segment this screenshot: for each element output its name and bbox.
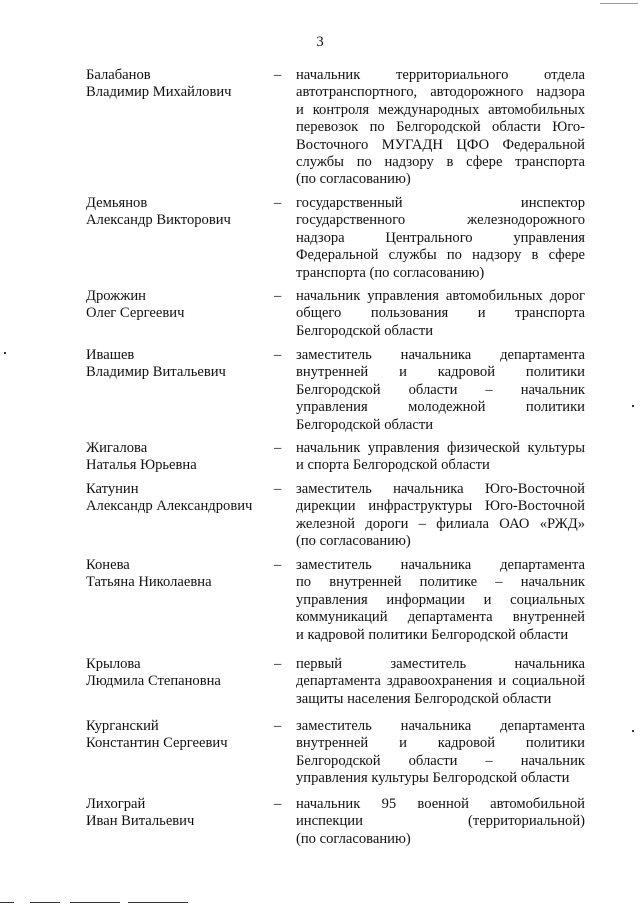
position-line: внутренней и кадровой политики [296,364,585,381]
dash-separator: – [274,288,282,304]
member-surname: Ивашев [86,347,135,363]
dash-separator: – [274,557,282,573]
position-line: защиты населения Белгородской области [296,690,552,707]
scan-artifact-dot [632,730,634,732]
member-surname: Демьянов [86,195,148,211]
member-position [296,557,585,644]
position-line: заместитель начальника департамента [296,557,585,573]
position-line: Федеральной службы по надзору в сфере [296,247,585,264]
member-position [296,440,585,475]
position-line: дирекции инфраструктуры Юго-Восточной [296,498,585,515]
position-line: управления молодежной политики [296,399,585,416]
position-line: начальник управления физической культуры [296,440,585,456]
position-line: внутренней и кадровой политики [296,735,585,752]
position-line: (по согласованию) [296,171,411,188]
position-line: заместитель начальника департамента [296,718,585,734]
member-given-names: Татьяна Николаевна [86,574,212,591]
dash-separator: – [274,347,282,363]
dash-separator: – [274,67,282,83]
position-line: первый заместитель начальника [296,656,585,672]
position-line: Белгородской области [296,416,434,433]
member-position [296,481,585,551]
scan-artifact-dot [4,352,6,354]
member-name [86,195,261,230]
member-surname: Курганский [86,718,159,734]
member-name [86,796,261,831]
position-line: государственный инспектор [296,195,585,211]
position-line: и спорта Белгородской области [296,457,490,474]
dash-separator: – [274,481,282,497]
member-given-names: Олег Сергеевич [86,305,185,322]
member-position [296,656,585,708]
scan-artifact-dot [632,405,634,407]
member-surname: Конева [86,557,130,573]
position-line: заместитель начальника департамента [296,347,585,363]
member-surname: Жигалова [86,440,148,456]
member-position [296,67,585,189]
page-number: 3 [316,34,324,50]
member-entry [86,796,586,916]
position-line: Белгородской области [296,322,434,339]
dash-separator: – [274,195,282,211]
member-surname: Катунин [86,481,139,497]
scan-artifact-line [128,902,188,903]
position-line: по внутренней политике – начальник [296,574,585,591]
scan-artifact-line [30,902,60,903]
position-line: общего пользования и транспорта [296,305,585,322]
member-given-names: Константин Сергеевич [86,735,228,752]
member-surname: Лихограй [86,796,146,812]
position-line: государственного железнодорожного [296,212,585,229]
position-line: службы по надзору в сфере транспорта [296,154,585,171]
member-given-names: Иван Витальевич [86,813,195,830]
position-line: управления информации и социальных [296,591,585,608]
dash-separator: – [274,656,282,672]
dash-separator: – [274,440,282,456]
member-position [296,718,585,788]
member-position [296,796,585,848]
member-given-names: Людмила Степановна [86,673,221,690]
position-line: начальник территориального отдела [296,67,585,83]
member-name [86,440,261,475]
member-surname: Балабанов [86,67,151,83]
member-name [86,288,261,323]
position-line: заместитель начальника Юго-Восточной [296,481,585,497]
member-given-names: Александр Александрович [86,498,253,515]
member-name [86,718,261,753]
position-line: автотранспортного, автодорожного надзора [296,84,585,101]
position-line: Белгородской области – начальник [296,752,585,769]
position-line: (по согласованию) [296,533,411,550]
member-position [296,288,585,340]
position-line: Белгородской области – начальник [296,381,585,398]
member-given-names: Наталья Юрьевна [86,457,197,474]
position-line: коммуникаций департамента внутренней [296,609,585,626]
position-line: инспекции (территориальной) [296,813,585,830]
position-line: железной дороги – филиала ОАО «РЖД» [296,515,585,532]
member-name [86,347,261,382]
position-line: надзора Центрального управления [296,229,585,246]
scan-artifact-line [0,902,14,903]
member-given-names: Александр Викторович [86,212,231,229]
member-entry [86,67,586,187]
member-name [86,557,261,592]
dash-separator: – [274,796,282,812]
scan-artifact-line [600,3,638,4]
member-position [296,347,585,434]
member-surname: Дрожжин [86,288,146,304]
position-line: начальник управления автомобильных дорог [296,288,585,304]
member-name [86,481,261,516]
member-name [86,67,261,102]
position-line: департамента здравоохранения и социальной [296,673,585,690]
member-given-names: Владимир Михайлович [86,84,232,101]
member-given-names: Владимир Витальевич [86,364,226,381]
position-line: Восточного МУГАДН ЦФО Федеральной [296,136,585,153]
position-line: транспорта (по согласованию) [296,264,485,281]
position-line: начальник 95 военной автомобильной [296,796,585,812]
member-position [296,195,585,282]
position-line: и контроля международных автомобильных [296,101,585,118]
dash-separator: – [274,718,282,734]
position-line: и кадровой политики Белгородской области [296,626,569,643]
member-name [86,656,261,691]
member-surname: Крылова [86,656,141,672]
position-line: перевозок по Белгородской области Юго- [296,119,585,136]
position-line: (по согласованию) [296,830,411,847]
position-line: управления культуры Белгородской области [296,770,570,787]
scan-artifact-line [70,902,120,903]
